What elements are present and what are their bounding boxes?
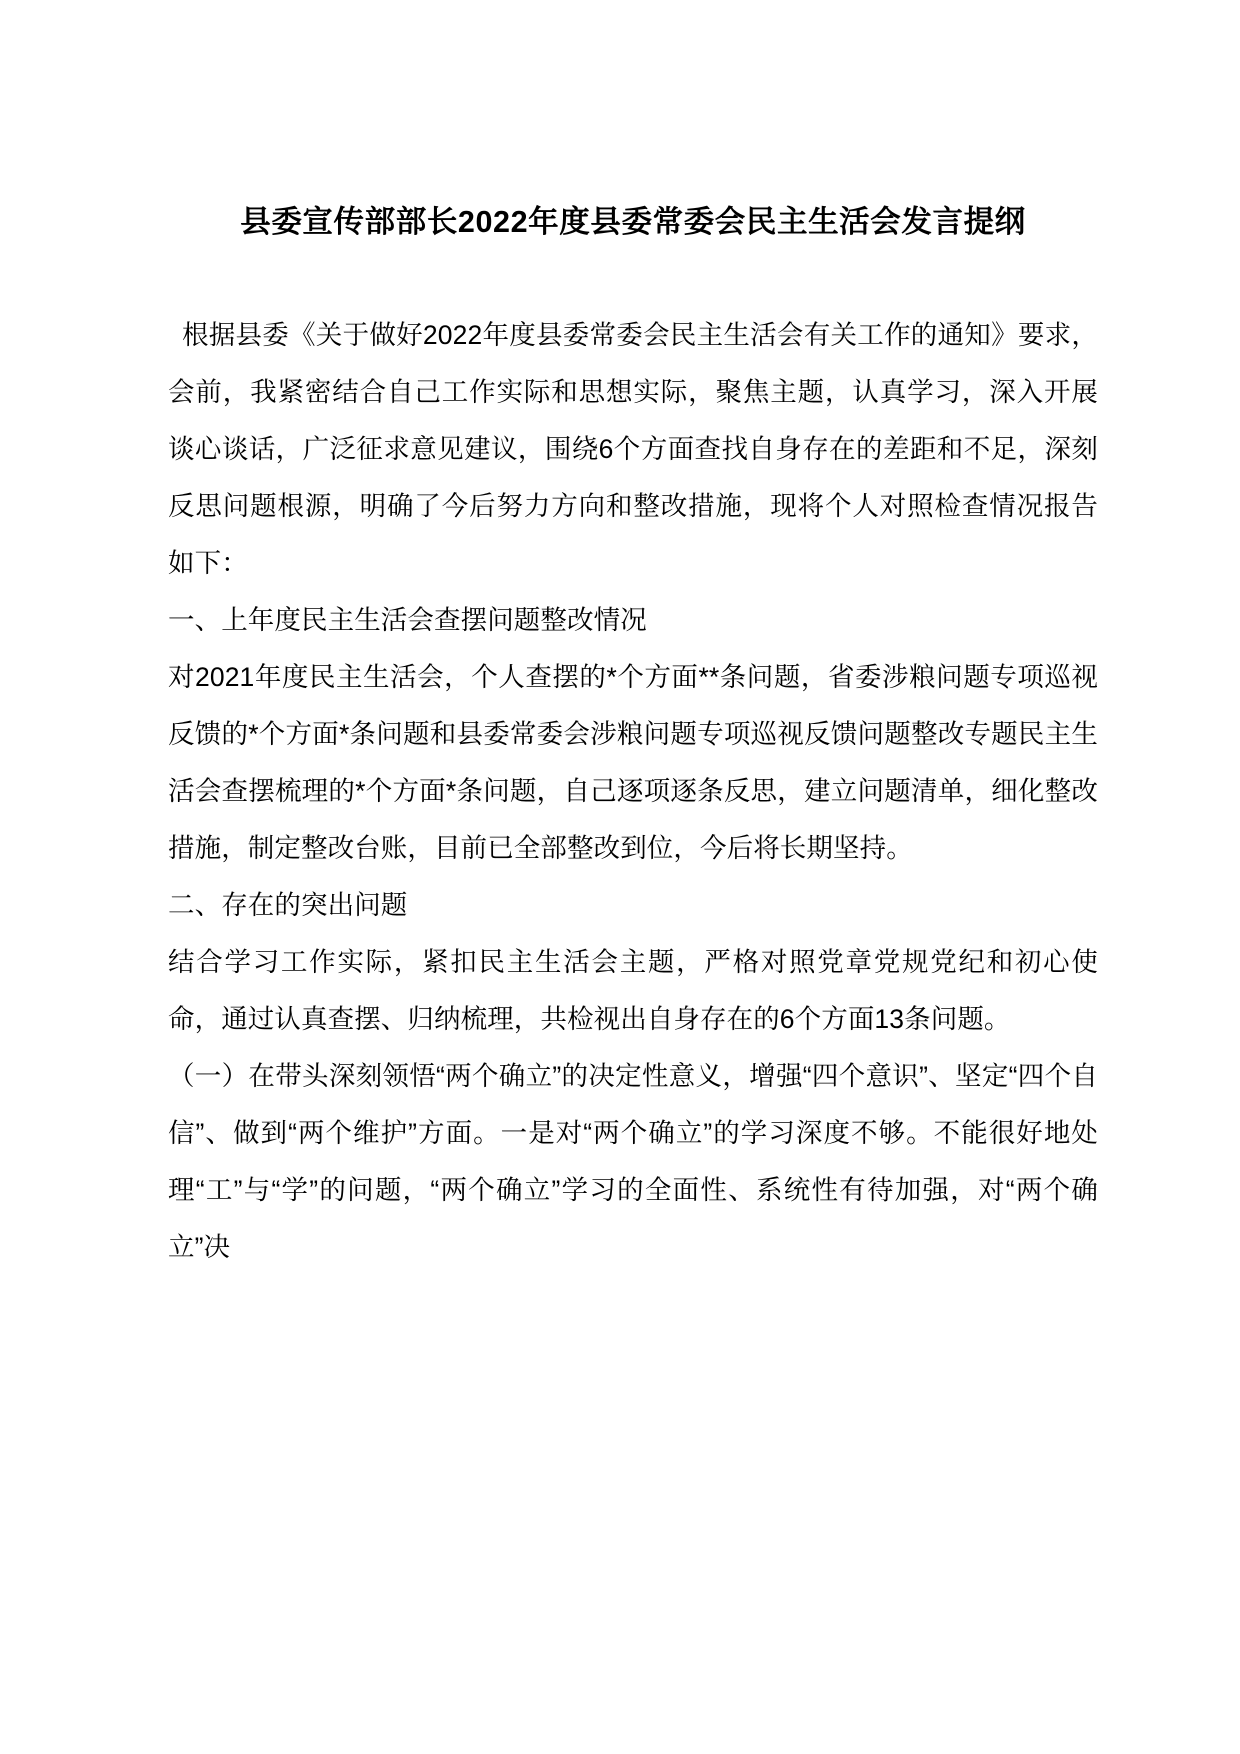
document-content bbox=[168, 0, 1098, 1276]
section-one-body: 对2021年度民主生活会，个人查摆的*个方面**条问题，省委涉粮问题专项巡视反馈的*个方面*条问题和县委常委会涉粮问题专项巡视反馈问题整改专题民主生活会查摆梳理的*个方面*条问题，自己逐项逐条反思，建立问题清单，细化整改措施，制定整改台账，目前已全部整改到位，今后将长期坚持。 bbox=[168, 662, 1098, 864]
page-title: 县委宣传部部长2022年度县委常委会民主生活会发言提纲 bbox=[240, 205, 1026, 239]
document-body bbox=[168, 307, 1098, 1276]
section-heading-two: 二、存在的突出问题 bbox=[168, 890, 408, 921]
opening-paragraph: 根据县委《关于做好2022年度县委常委会民主生活会有关工作的通知》要求，会前，我紧密结合自己工作实际和思想实际，聚焦主题，认真学习，深入开展谈心谈话，广泛征求意见建议，围绕6个方面查找自身存在的差距和不足，深刻反思问题根源，明确了今后努力方向和整改措施，现将个人对照检查情况报告如下： bbox=[168, 320, 1098, 579]
subsection-one-body: （一）在带头深刻领悟“两个确立”的决定性意义，增强“四个意识”、坚定“四个自信”、做到“两个维护”方面。一是对“两个确立”的学习深度不够。不能很好地处理“工”与“学”的问题，“两个确立”学习的全面性、系统性有待加强，对“两个确立”决 bbox=[168, 1061, 1098, 1263]
section-two-body: 结合学习工作实际，紧扣民主生活会主题，严格对照党章党规党纪和初心使命，通过认真查摆、归纳梳理，共检视出自身存在的6个方面13条问题。 bbox=[168, 947, 1098, 1035]
section-heading-one: 一、上年度民主生活会查摆问题整改情况 bbox=[168, 605, 647, 636]
